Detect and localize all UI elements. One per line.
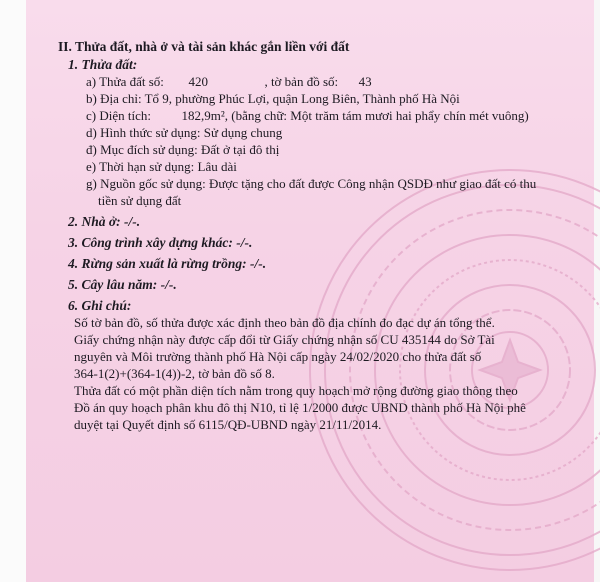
note-line: nguyên và Môi trường thành phố Hà Nội cấp ngày 24/02/2020 cho thửa đất số xyxy=(74,349,482,364)
parcel-number: 420 xyxy=(188,74,208,89)
construction-heading: 3. Công trình xây dựng khác: -/-. xyxy=(68,235,253,250)
note-line: duyệt tại Quyết định số 6115/QĐ-UBND ngày 21/11/2014. xyxy=(74,417,382,432)
area-value: 182,9m², (bằng chữ: Một trăm tám mươi hai phẩy chín mét vuông) xyxy=(181,108,529,123)
map-sheet-label: , tờ bản đồ số: xyxy=(264,74,339,89)
note-line: Số tờ bản đồ, số thửa được xác định theo bản đồ địa chính đo đạc dự án tổng thể. xyxy=(74,315,495,330)
address-line: b) Địa chỉ: Tổ 9, phường Phúc Lợi, quận Long Biên, Thành phố Hà Nội xyxy=(86,91,460,106)
parcel-line xyxy=(58,73,558,90)
note-line: 364-1(2)+(364-1(4))-2, tờ bản đồ số 8. xyxy=(74,366,275,381)
parcel-label: a) Thửa đất số: xyxy=(86,74,164,89)
use-term-line: e) Thời hạn sử dụng: Lâu dài xyxy=(86,159,237,174)
page-left-margin xyxy=(0,0,26,582)
notes-body xyxy=(58,314,558,433)
use-form-line: d) Hình thức sử dụng: Sử dụng chung xyxy=(86,125,283,140)
origin-line: g) Nguồn gốc sử dụng: Được tặng cho đất được Công nhận QSDĐ như giao đất có thu xyxy=(86,176,537,191)
area-line xyxy=(58,107,558,124)
land-heading: 1. Thửa đất: xyxy=(68,57,138,72)
notes-heading: 6. Ghi chú: xyxy=(68,298,132,313)
note-line: Đồ án quy hoạch phân khu đô thị N10, tỉ lệ 1/2000 được UBND thành phố Hà Nội phê xyxy=(74,400,526,415)
perennial-heading: 5. Cây lâu năm: -/-. xyxy=(68,277,177,292)
forest-heading: 4. Rừng sản xuất là rừng trồng: -/-. xyxy=(68,256,267,271)
map-sheet-number: 43 xyxy=(358,74,372,89)
house-heading: 2. Nhà ở: -/-. xyxy=(68,214,141,229)
area-label: c) Diện tích: xyxy=(86,108,151,123)
use-purpose-line: đ) Mục đích sử dụng: Đất ở tại đô thị xyxy=(86,142,280,157)
note-line: Giấy chứng nhận này được cấp đổi từ Giấy chứng nhận số CU 435144 do Sở Tài xyxy=(74,332,495,347)
origin-line-continued: tiền sử dụng đất xyxy=(98,193,182,208)
certificate-content xyxy=(58,38,558,433)
note-line: Thửa đất có một phần diện tích nằm trong quy hoạch mở rộng đường giao thông theo xyxy=(74,383,518,398)
section-title: II. Thửa đất, nhà ở và tài sản khác gắn liền với đất xyxy=(58,39,350,54)
